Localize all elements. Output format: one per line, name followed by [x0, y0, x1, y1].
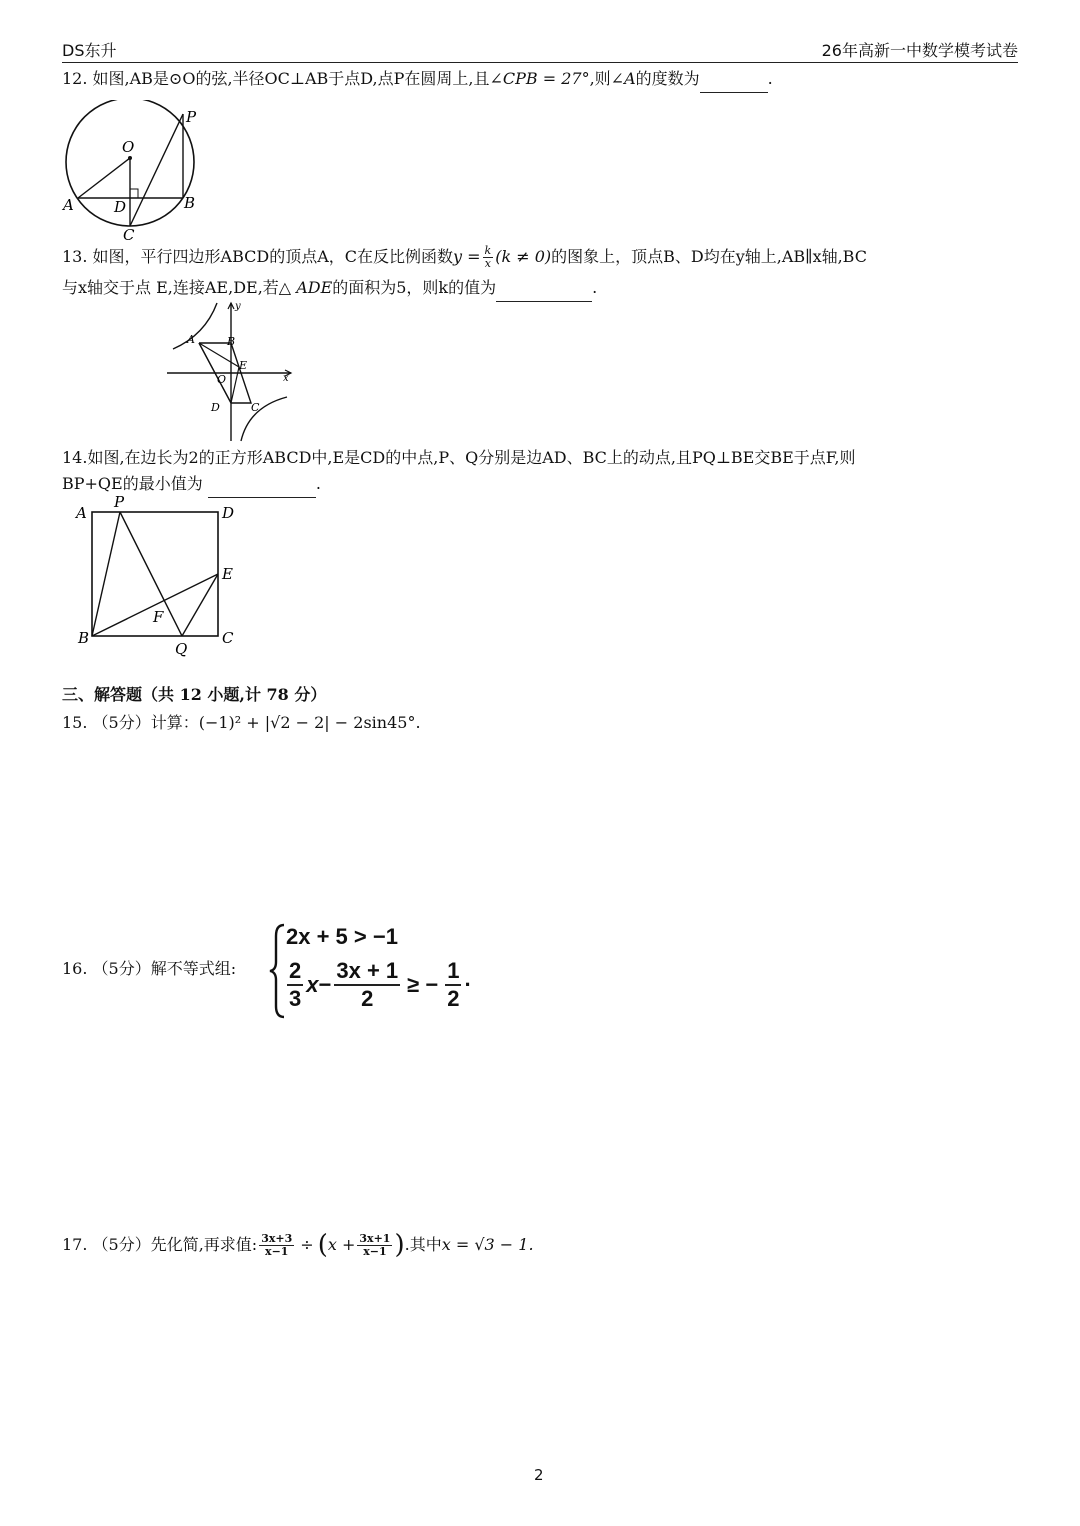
q17-x-plus: x + [327, 1235, 356, 1254]
q14-answer-blank[interactable] [208, 471, 316, 498]
q17-paren-close: ) [394, 1230, 405, 1260]
q12-text-b: ,则 [589, 69, 611, 88]
q12-answer-blank[interactable] [700, 66, 768, 93]
q17-div: ÷ [300, 1235, 314, 1254]
q17-frac-1 [259, 1233, 294, 1258]
q13-text-a: 13. 如图，平行四边形ABCD的顶点A，C在反比例函数 [62, 247, 454, 266]
q16-x: x [306, 972, 319, 997]
q13-hyperbola-figure [165, 297, 295, 443]
label-c: C [251, 401, 260, 414]
label-d: D [222, 504, 235, 522]
q13-text-b: 的图象上，顶点B、D均在y轴上,AB∥x轴,BC [551, 247, 867, 266]
q17-f2-den: x−1 [363, 1244, 387, 1258]
q16-ineq-2 [284, 958, 472, 1012]
q13-line2-b: 的面积为5，则k的值为 [332, 278, 497, 297]
label-y: y [235, 301, 241, 312]
label-b: B [227, 335, 236, 348]
q17-f1-den: x−1 [265, 1244, 289, 1258]
label-o: O [122, 138, 135, 156]
q12-text-a: 12. 如图,AB是⊙O的弦,半径OC⊥AB于点D,点P在圆周上,且 [62, 69, 490, 88]
question-13-line1 [62, 244, 867, 270]
label-c: C [123, 226, 135, 242]
q13-func-y: y = [453, 247, 481, 266]
segment-pc [130, 114, 183, 226]
q17-f2-num: 3x+1 [359, 1231, 391, 1245]
label-e: E [239, 359, 248, 372]
label-a: A [76, 504, 87, 522]
hyperbola-branch-left [173, 303, 217, 349]
q16-ineq-1 [286, 924, 398, 950]
section-3-title: 三、解答题（共 12 小题,计 78 分） [62, 685, 327, 704]
q16-f1-num: 2 [287, 958, 303, 986]
q14-square-figure [70, 495, 250, 657]
q12-end: . [767, 69, 773, 88]
label-b: B [78, 629, 90, 647]
q16-ineq1-text: 2x + 5 > −1 [286, 924, 398, 949]
right-angle-mark [130, 189, 138, 198]
q16-f3-num: 1 [445, 958, 461, 986]
q16-geq: ≥ − [407, 972, 439, 997]
q13-triangle: △ ADE [278, 278, 333, 297]
q16-f3-den: 2 [447, 986, 460, 1011]
label-p: P [186, 108, 197, 126]
label-a: A [63, 196, 74, 214]
header-left: DS东升 [62, 41, 117, 60]
q16-f1-den: 3 [289, 986, 302, 1011]
q17-frac-2 [357, 1233, 392, 1258]
q12-angle-given: ∠CPB = 27° [489, 69, 590, 88]
label-b: B [184, 194, 196, 212]
q17-f1-num: 3x+3 [261, 1231, 293, 1245]
question-13-line2 [62, 275, 597, 302]
q13-answer-blank[interactable] [496, 275, 592, 302]
page-number: 2 [534, 1466, 544, 1484]
label-p: P [114, 495, 125, 511]
question-15: 15. （5分）计算：(−1)² + |√2 − 2| − 2sin45°. [62, 713, 421, 732]
segment-bp [92, 512, 120, 636]
q13-end: . [592, 278, 598, 297]
question-14-line1: 14.如图,在边长为2的正方形ABCD中,E是CD的中点,P、Q分别是边AD、BC上的动点,且PQ⊥BE交BE于点F,则 [62, 448, 856, 467]
q13-frac-num: k [484, 244, 492, 257]
q12-angle-ask: ∠A [610, 69, 636, 88]
q17-value: x = √3 − 1. [441, 1235, 534, 1254]
q12-text-c: 的度数为 [635, 69, 700, 88]
q14-end: . [315, 474, 321, 493]
q16-f2-den: 2 [361, 986, 374, 1011]
segment-oa [78, 158, 130, 198]
q12-circle-figure [58, 100, 208, 242]
q13-line2-a: 与x轴交于点 E,连接AE,DE,若 [62, 278, 279, 297]
center-dot [128, 156, 132, 160]
header-right: 26年高新一中数学模考试卷 [821, 41, 1018, 60]
q16-frac-3x1-2 [334, 958, 400, 1012]
q17-prefix: 17. （5分）先化简,再求值: [62, 1235, 258, 1254]
label-a: A [187, 333, 195, 346]
header-rule [62, 62, 1018, 63]
q14-line2: BP+QE的最小值为 [62, 474, 203, 493]
label-q: Q [175, 640, 188, 657]
label-d: D [114, 198, 127, 216]
q16-frac-1-2 [445, 958, 461, 1012]
label-c: C [222, 629, 234, 647]
q17-paren-open: ( [317, 1230, 328, 1260]
q13-func-cond: (k ≠ 0) [495, 247, 552, 266]
q13-fraction [483, 245, 494, 270]
q16-frac-2-3 [287, 958, 303, 1012]
label-f: F [153, 608, 164, 626]
question-17 [62, 1232, 534, 1258]
q16-prefix: 16. （5分）解不等式组: [62, 959, 237, 978]
label-e: E [222, 565, 233, 583]
q16-f2-num: 3x + 1 [334, 958, 400, 986]
question-14-line2 [62, 471, 321, 498]
q16-minus: − [318, 972, 332, 997]
label-o: O [217, 373, 227, 386]
label-d: D [211, 401, 220, 414]
q13-frac-den: x [484, 257, 491, 270]
q17-suffix: .其中 [404, 1235, 442, 1254]
question-12 [62, 66, 773, 93]
label-x: x [283, 373, 289, 384]
q16-end: · [464, 972, 472, 997]
